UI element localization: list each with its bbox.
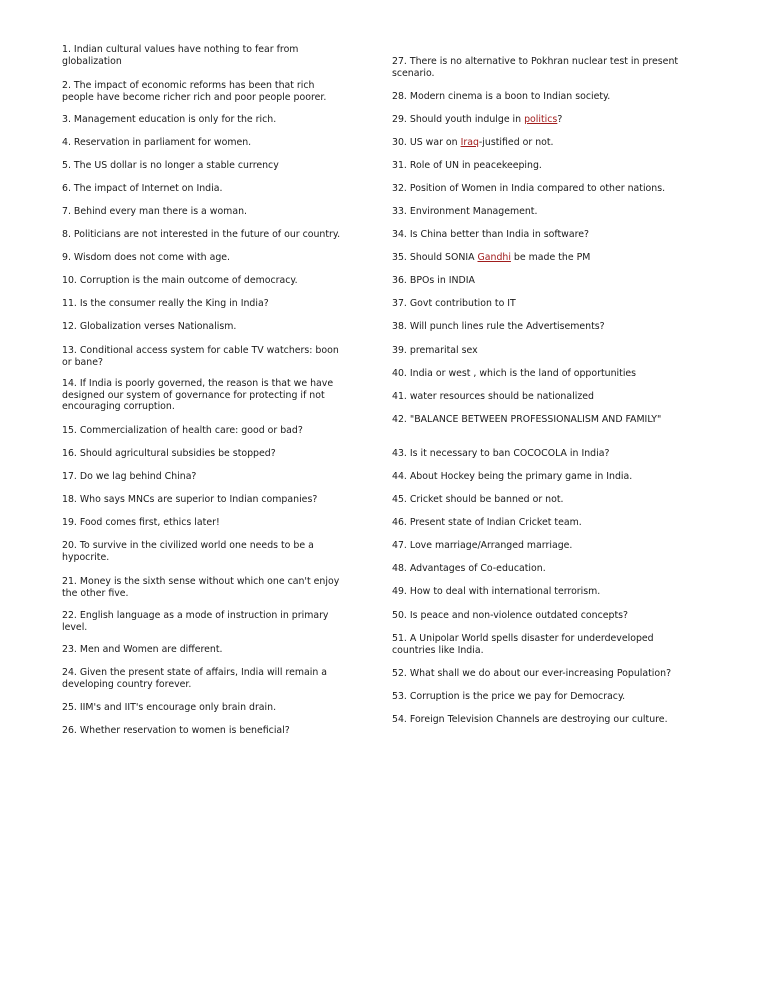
topic-text: 48. Advantages of Co-education. — [392, 563, 546, 574]
topic-item — [392, 229, 692, 241]
topic-item — [392, 368, 692, 380]
topic-text: 26. Whether reservation to women is beneficial? — [62, 725, 290, 736]
topic-item — [62, 44, 346, 67]
topic-item — [392, 610, 692, 622]
topic-item — [392, 91, 692, 103]
topic-item — [62, 378, 346, 413]
topic-item — [392, 563, 692, 575]
topic-text: 50. Is peace and non-violence outdated concepts? — [392, 610, 629, 621]
topic-text: 53. Corruption is the price we pay for Democracy. — [392, 691, 626, 702]
topic-text: 7. Behind every man there is a woman. — [62, 206, 247, 217]
topic-text: 9. Wisdom does not come with age. — [62, 252, 231, 263]
topic-item — [62, 80, 346, 103]
topic-item — [62, 644, 346, 656]
topic-item — [62, 345, 346, 368]
topic-item — [62, 540, 346, 563]
topic-item — [392, 183, 692, 195]
topic-item — [392, 114, 692, 126]
topic-text: -justified or not. — [478, 137, 554, 148]
topic-item — [62, 494, 346, 506]
topic-item — [62, 667, 346, 690]
topic-item — [62, 321, 346, 333]
topic-text: 25. IIM's and IIT's encourage only brain drain. — [62, 702, 277, 713]
topic-item — [392, 137, 692, 149]
topic-text: 1. Indian cultural values have nothing to fear from globalization — [62, 44, 299, 67]
topic-link[interactable]: Gandhi — [477, 252, 511, 263]
topic-text: 52. What shall we do about our ever-increasing Population? — [392, 668, 672, 679]
topic-item — [62, 517, 346, 529]
topic-text: 46. Present state of Indian Cricket team. — [392, 517, 582, 528]
topic-text: 6. The impact of Internet on India. — [62, 183, 223, 194]
topic-item — [392, 345, 692, 357]
topic-text: 10. Corruption is the main outcome of democracy. — [62, 275, 298, 286]
topic-item — [62, 702, 346, 714]
topic-text: 29. Should youth indulge in — [392, 114, 525, 125]
topic-item — [62, 448, 346, 460]
topic-text: 43. Is it necessary to ban COCOCOLA in India? — [392, 448, 610, 459]
topic-text: 14. If India is poorly governed, the reason is that we have designed our system of governance for protecting if not encouraging corruption. — [62, 378, 334, 412]
topic-text: 41. water resources should be nationalized — [392, 391, 594, 402]
topic-text: be made the PM — [510, 252, 591, 263]
topic-item — [62, 576, 346, 599]
topic-item — [392, 391, 692, 403]
topic-text: ? — [557, 114, 563, 125]
topic-item — [392, 714, 692, 726]
topic-item — [62, 229, 346, 241]
topic-item — [62, 137, 346, 149]
topic-text: 54. Foreign Television Channels are destroying our culture. — [392, 714, 668, 725]
topic-item — [392, 691, 692, 703]
topic-text: 38. Will punch lines rule the Advertisements? — [392, 321, 605, 332]
topic-item — [392, 633, 692, 656]
topic-text: 34. Is China better than India in software? — [392, 229, 589, 240]
topic-item — [392, 494, 692, 506]
topic-text: 4. Reservation in parliament for women. — [62, 137, 252, 148]
topic-text: 19. Food comes first, ethics later! — [62, 517, 220, 528]
topic-text: 13. Conditional access system for cable TV watchers: boon or bane? — [62, 345, 339, 368]
topic-text: 28. Modern cinema is a boon to Indian society. — [392, 91, 611, 102]
topic-text: 21. Money is the sixth sense without which one can't enjoy the other five. — [62, 576, 340, 599]
topic-item — [62, 610, 346, 633]
topic-item — [392, 668, 692, 680]
topic-text: 40. India or west , which is the land of opportunities — [392, 368, 637, 379]
topic-item — [392, 517, 692, 529]
topic-item — [62, 206, 346, 218]
topic-text: 39. premarital sex — [392, 345, 478, 356]
topic-item — [392, 206, 692, 218]
topic-text: 17. Do we lag behind China? — [62, 471, 197, 482]
topic-text: 42. "BALANCE BETWEEN PROFESSIONALISM AND FAMILY" — [392, 414, 662, 425]
topic-text: 3. Management education is only for the rich. — [62, 114, 277, 125]
topic-text: 44. About Hockey being the primary game in India. — [392, 471, 633, 482]
topic-item — [392, 56, 692, 79]
topic-item — [392, 252, 692, 264]
topic-text: 47. Love marriage/Arranged marriage. — [392, 540, 573, 551]
topic-item — [62, 252, 346, 264]
topic-text: 23. Men and Women are different. — [62, 644, 223, 655]
topic-item — [62, 160, 346, 172]
topic-text: 51. A Unipolar World spells disaster for underdeveloped countries like India. — [392, 633, 654, 656]
topic-text: 20. To survive in the civilized world one needs to be a hypocrite. — [62, 540, 314, 563]
topic-text: 32. Position of Women in India compared to other nations. — [392, 183, 666, 194]
topic-text: 22. English language as a mode of instruction in primary level. — [62, 610, 329, 633]
topic-item — [62, 725, 346, 737]
topic-item — [62, 275, 346, 287]
topic-item — [392, 586, 692, 598]
topic-text: 36. BPOs in INDIA — [392, 275, 475, 286]
topic-link[interactable]: Iraq — [460, 137, 479, 148]
topic-text: 18. Who says MNCs are superior to Indian companies? — [62, 494, 318, 505]
topic-text: 30. US war on — [392, 137, 461, 148]
topic-item — [62, 471, 346, 483]
topic-text: 8. Politicians are not interested in the future of our country. — [62, 229, 341, 240]
topic-item — [392, 275, 692, 287]
topic-link[interactable]: politics — [524, 114, 558, 125]
topic-text: 31. Role of UN in peacekeeping. — [392, 160, 542, 171]
topic-text: 27. There is no alternative to Pokhran nuclear test in present scenario. — [392, 56, 679, 79]
topic-item — [392, 321, 692, 333]
topic-item — [392, 471, 692, 483]
topic-item — [392, 448, 692, 460]
topic-item — [392, 540, 692, 552]
topic-item — [62, 298, 346, 310]
topic-item — [62, 114, 346, 126]
topic-text: 12. Globalization verses Nationalism. — [62, 321, 237, 332]
topic-text: 11. Is the consumer really the King in India? — [62, 298, 269, 309]
topic-text: 16. Should agricultural subsidies be stopped? — [62, 448, 276, 459]
topic-text: 24. Given the present state of affairs, India will remain a developing country forever. — [62, 667, 327, 690]
topic-item — [392, 298, 692, 310]
topic-item — [392, 414, 692, 426]
topic-text: 2. The impact of economic reforms has been that rich people have become richer rich and poor people poorer. — [62, 80, 327, 103]
topic-text: 49. How to deal with international terrorism. — [392, 586, 601, 597]
topic-item — [62, 183, 346, 195]
topic-text: 33. Environment Management. — [392, 206, 538, 217]
topic-text: 15. Commercialization of health care: good or bad? — [62, 425, 303, 436]
topic-text: 37. Govt contribution to IT — [392, 298, 516, 309]
topic-text: 5. The US dollar is no longer a stable currency — [62, 160, 279, 171]
topic-text: 35. Should SONIA — [392, 252, 478, 263]
topic-text: 45. Cricket should be banned or not. — [392, 494, 564, 505]
topic-item — [392, 160, 692, 172]
topic-item — [62, 425, 346, 437]
